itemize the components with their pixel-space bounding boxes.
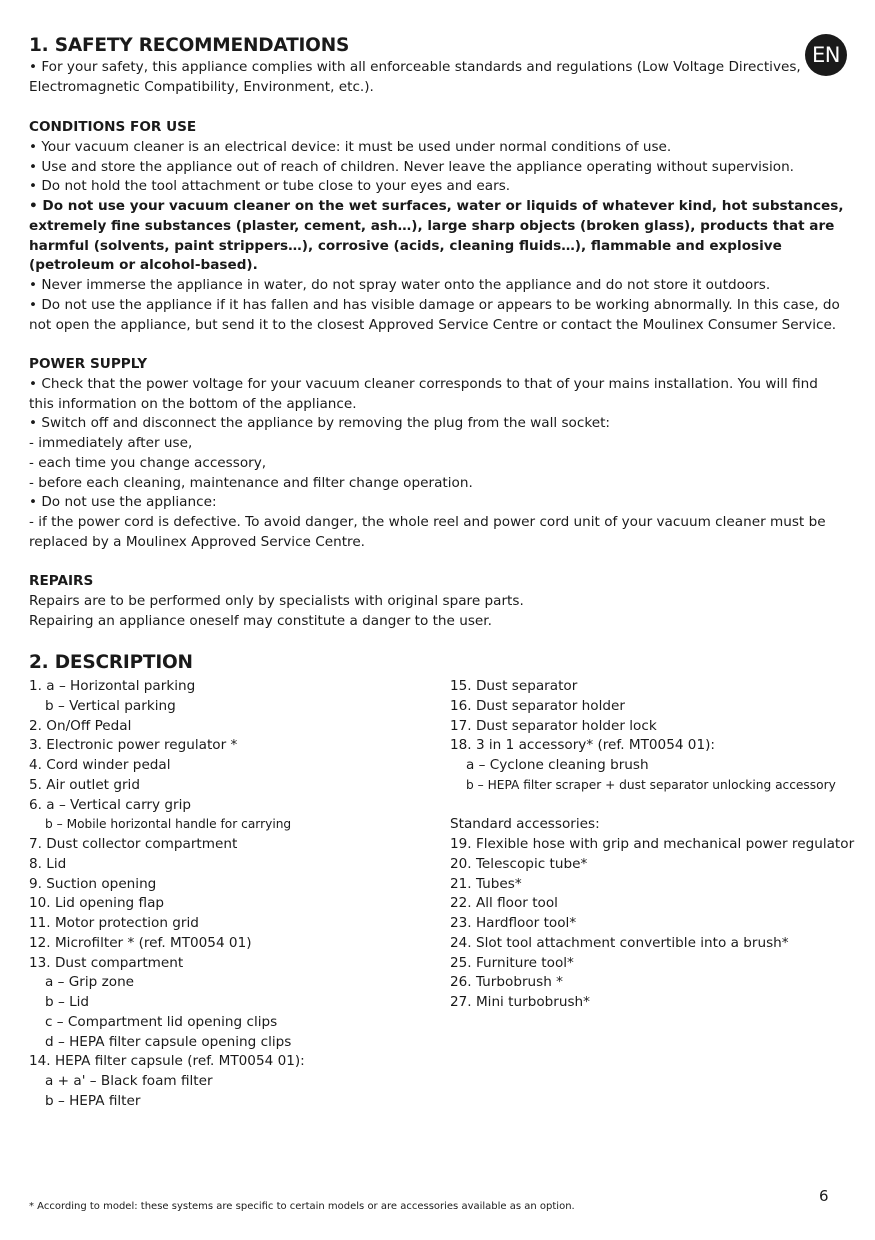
power-line: • Switch off and disconnect the appliance by removing the plug from the wall socket: — [29, 415, 611, 432]
description-item: 11. Motor protection grid — [29, 915, 199, 931]
description-item: b – Lid — [45, 994, 90, 1010]
accessory-item: 23. Hardfloor tool* — [450, 915, 577, 931]
language-badge: EN — [805, 34, 847, 76]
accessory-item: 27. Mini turbobrush* — [450, 994, 590, 1010]
accessories-list — [450, 835, 860, 1013]
description-left-column — [29, 677, 429, 1112]
description-item: d – HEPA filter capsule opening clips — [45, 1033, 292, 1050]
description-item: 18. 3 in 1 accessory* (ref. MT0054 01): — [450, 737, 715, 754]
power-line: • Do not use the appliance: — [29, 494, 217, 511]
power-heading: POWER SUPPLY — [29, 356, 148, 372]
description-item: 6. a – Vertical carry grip — [29, 796, 191, 813]
description-item: a – Cyclone cleaning brush — [466, 757, 649, 773]
description-item: 16. Dust separator holder — [450, 697, 625, 714]
conditions-for-use-block — [29, 118, 844, 335]
description-right-items — [450, 677, 860, 796]
conditions-line: • Use and store the appliance out of reach of children. Never leave the appliance operating without supervision. — [29, 158, 794, 175]
power-supply-block — [29, 355, 844, 553]
description-item: 4. Cord winder pedal — [29, 757, 171, 773]
accessory-item: 19. Flexible hose with grip and mechanical power regulator — [450, 836, 855, 852]
description-item: 14. HEPA filter capsule (ref. MT0054 01): — [29, 1053, 305, 1070]
accessory-item: 21. Tubes* — [450, 875, 522, 892]
description-item: b – Mobile horizontal handle for carrying — [45, 817, 292, 832]
description-item: b – HEPA filter — [45, 1092, 141, 1109]
description-item: c – Compartment lid opening clips — [45, 1013, 278, 1030]
accessories-heading: Standard accessories: — [450, 816, 600, 833]
description-item: b – Vertical parking — [45, 697, 176, 714]
description-item: a – Grip zone — [45, 974, 135, 991]
repairs-line: Repairing an appliance oneself may constitute a danger to the user. — [29, 612, 492, 629]
description-item: 9. Suction opening — [29, 875, 157, 892]
accessory-item: 25. Furniture tool* — [450, 954, 574, 971]
conditions-line: • Do not use the appliance if it has fallen and has visible damage or appears to be working abnormally. In this case, do not open the appliance, but send it to the closest Approved Service Centre or contact the Moulinex Consumer Service. — [29, 296, 840, 333]
repairs-line: Repairs are to be performed only by specialists with original spare parts. — [29, 592, 524, 609]
description-item: 13. Dust compartment — [29, 954, 184, 971]
description-item: 17. Dust separator holder lock — [450, 717, 657, 734]
spacer — [450, 796, 860, 816]
accessory-item: 22. All floor tool — [450, 895, 558, 912]
description-item: 15. Dust separator — [450, 678, 578, 694]
description-item: 8. Lid — [29, 855, 67, 872]
power-line: - each time you change accessory, — [29, 454, 267, 471]
power-line: - before each cleaning, maintenance and filter change operation. — [29, 474, 473, 491]
description-item: 10. Lid opening flap — [29, 895, 165, 912]
power-line: - if the power cord is defective. To avoid danger, the whole reel and power cord unit of your vacuum cleaner must be replaced by a Moulinex Approved Service Centre. — [29, 514, 826, 550]
conditions-heading: CONDITIONS FOR USE — [29, 119, 197, 135]
safety-section-title: 1. SAFETY RECOMMENDATIONS — [29, 35, 350, 56]
conditions-line: • Your vacuum cleaner is an electrical device: it must be used under normal conditions of use. — [29, 138, 672, 155]
conditions-line: • Do not hold the tool attachment or tube close to your eyes and ears. — [29, 178, 511, 195]
accessory-item: 26. Turbobrush * — [450, 974, 563, 991]
footnote: * According to model: these systems are specific to certain models or are accessories available as an option. — [29, 1201, 575, 1212]
description-item: 1. a – Horizontal parking — [29, 678, 196, 694]
power-line: - immediately after use, — [29, 435, 193, 451]
power-line: • Check that the power voltage for your vacuum cleaner corresponds to that of your mains installation. You will find this information on the bottom of the appliance. — [29, 375, 818, 412]
repairs-block — [29, 572, 844, 631]
accessory-item: 24. Slot tool attachment convertible into a brush* — [450, 934, 789, 951]
description-item: 5. Air outlet grid — [29, 776, 140, 793]
description-right-column — [450, 677, 860, 1013]
description-section-title: 2. DESCRIPTION — [29, 652, 193, 673]
repairs-heading: REPAIRS — [29, 573, 94, 589]
description-item: a + a' – Black foam filter — [45, 1073, 213, 1089]
safety-intro: • For your safety, this appliance complies with all enforceable standards and regulations (Low Voltage Directives, Electromagnetic Compatibility, Environment, etc.). — [29, 59, 801, 95]
page-number: 6 — [819, 1187, 829, 1205]
description-item: 12. Microfilter * (ref. MT0054 01) — [29, 934, 252, 951]
accessory-item: 20. Telescopic tube* — [450, 855, 588, 872]
conditions-line: • Never immerse the appliance in water, do not spray water onto the appliance and do not store it outdoors. — [29, 277, 771, 293]
description-item: b – HEPA filter scraper + dust separator unlocking accessory — [466, 777, 836, 792]
description-item: 3. Electronic power regulator * — [29, 737, 238, 754]
description-item: 2. On/Off Pedal — [29, 717, 132, 734]
conditions-warning: • Do not use your vacuum cleaner on the wet surfaces, water or liquids of whatever kind, hot substances, extremely fine substances (plaster, cement, ash…), large sharp objects (broken glass), products that are harmful (solvents, paint strippers…), corrosive (acids, cleaning fluids…), flammable and explosive (petroleum or alcohol-based). — [29, 198, 844, 274]
description-item: 7. Dust collector compartment — [29, 836, 238, 852]
